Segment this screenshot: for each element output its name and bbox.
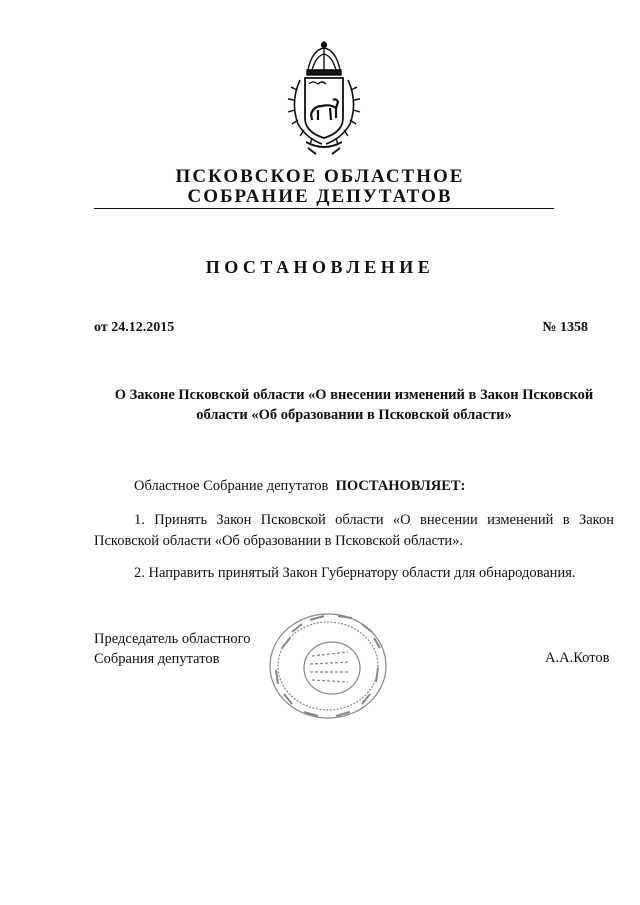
document-subject: О Законе Псковской области «О внесении изменений в Закон Псковской области «Об образовании в Псковской области»: [114, 387, 594, 423]
document-number: № 1358: [542, 320, 588, 335]
signer-title-line2: Собрания депутатов: [94, 651, 220, 667]
organization-name-line1: ПСКОВСКОЕ ОБЛАСТНОЕ: [175, 166, 465, 187]
signer-title-line1: Председатель областного: [94, 631, 251, 647]
intro-verb: ПОСТАНОВЛЯЕТ:: [335, 478, 466, 494]
resolution-item-1: 1. Принять Закон Псковской области «О внесении изменений в Закон Псковской области «Об образовании в Псковской области».: [94, 512, 614, 549]
header-divider: [94, 208, 554, 209]
coat-of-arms-icon: [278, 40, 370, 158]
intro-text: Областное Собрание депутатов: [134, 478, 329, 494]
resolution-item-2: 2. Направить принятый Закон Губернатору области для обнародования.: [134, 565, 576, 581]
document-type-title: ПОСТАНОВЛЕНИЕ: [205, 257, 435, 277]
organization-name-line2: СОБРАНИЕ ДЕПУТАТОВ: [187, 186, 453, 207]
signer-name: А.А.Котов: [545, 650, 610, 666]
resolution-intro: [134, 476, 465, 497]
document-date: от 24.12.2015: [94, 320, 175, 335]
signer-title: [94, 629, 250, 669]
official-seal-stamp-icon: [262, 608, 392, 723]
